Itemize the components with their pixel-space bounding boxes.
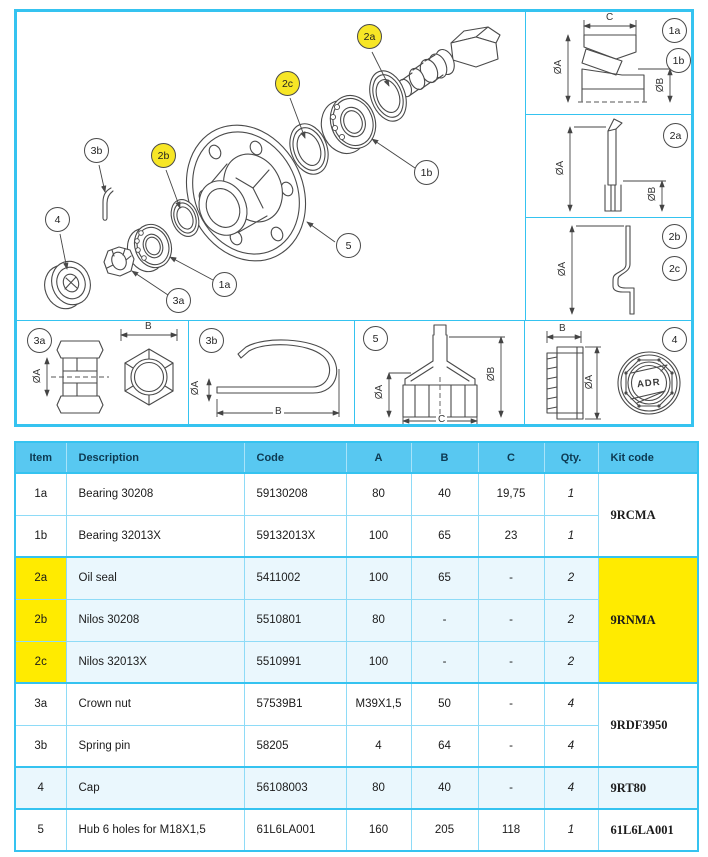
callout-3b: 3b: [199, 328, 224, 353]
table-row: [15, 557, 698, 599]
dim-label-dia-b: ØB: [655, 77, 667, 93]
cell-c: 19,75: [478, 473, 544, 515]
dim-label-dia-a: ØA: [555, 160, 567, 176]
hub-section-panel: [354, 320, 525, 425]
dim-label-dia-a: ØA: [553, 59, 565, 75]
col-header-c: C: [478, 442, 544, 473]
cell-a: 100: [346, 557, 411, 599]
cell-c: -: [478, 683, 544, 725]
dim-label-dia-a: ØA: [584, 374, 596, 390]
cell-b: 65: [411, 515, 478, 557]
cell-description: Oil seal: [66, 557, 244, 599]
cell-code: 5510801: [244, 599, 346, 641]
table-row: [15, 809, 698, 851]
cell-a: 4: [346, 725, 411, 767]
dim-label-dia-a: ØA: [32, 368, 44, 384]
cell-qty: 4: [544, 725, 598, 767]
callout-5: 5: [363, 326, 388, 351]
cell-qty: 4: [544, 767, 598, 809]
col-header-description: Description: [66, 442, 244, 473]
bearing-section-panel: [525, 11, 692, 115]
table-row: [15, 767, 698, 809]
spring-pin-drawing: [103, 188, 113, 220]
nilos-section-panel: [525, 217, 692, 321]
cell-b: 64: [411, 725, 478, 767]
cell-kit-code: 9RCMA: [598, 473, 698, 557]
exploded-view-panel: [16, 11, 526, 321]
cell-b: -: [411, 641, 478, 683]
cell-c: -: [478, 557, 544, 599]
cell-c: -: [478, 641, 544, 683]
cell-a: 100: [346, 515, 411, 557]
dim-label-dia-b: ØB: [486, 366, 498, 382]
col-header-qty: Qty.: [544, 442, 598, 473]
cell-c: 118: [478, 809, 544, 851]
callout-1b: 1b: [666, 48, 691, 73]
cell-b: 40: [411, 767, 478, 809]
cell-item: 5: [15, 809, 66, 851]
cell-description: Cap: [66, 767, 244, 809]
cell-c: 23: [478, 515, 544, 557]
cell-qty: 2: [544, 557, 598, 599]
callout-2a: 2a: [663, 123, 688, 148]
cell-code: 59130208: [244, 473, 346, 515]
cell-item: 2a: [15, 557, 66, 599]
dim-label-dia-a: ØA: [374, 384, 386, 400]
adr-logo: ADR: [636, 376, 662, 391]
col-header-b: B: [411, 442, 478, 473]
cell-b: 50: [411, 683, 478, 725]
callout-3a: 3a: [166, 288, 191, 313]
spring-pin-panel: [188, 320, 355, 425]
cell-code: 56108003: [244, 767, 346, 809]
cell-item: 2c: [15, 641, 66, 683]
callout-1a: 1a: [662, 18, 687, 43]
diagram-section: [14, 9, 694, 427]
table-row: [15, 599, 698, 641]
cell-b: 205: [411, 809, 478, 851]
dim-label-b: B: [559, 323, 566, 334]
col-header-code: Code: [244, 442, 346, 473]
cell-qty: 4: [544, 683, 598, 725]
cell-a: 80: [346, 599, 411, 641]
cell-c: -: [478, 767, 544, 809]
crown-nut-drawing: [104, 247, 134, 276]
cell-kit-code: 9RNMA: [598, 557, 698, 683]
cell-kit-code: 9RT80: [598, 767, 698, 809]
exploded-view-drawing: [17, 12, 526, 321]
cell-code: 59132013X: [244, 515, 346, 557]
cell-b: -: [411, 599, 478, 641]
cell-qty: 1: [544, 473, 598, 515]
dim-label-dia-a: ØA: [557, 261, 569, 277]
cell-qty: 2: [544, 641, 598, 683]
callout-5: 5: [336, 233, 361, 258]
cell-qty: 1: [544, 809, 598, 851]
callout-1a: 1a: [212, 272, 237, 297]
cell-c: -: [478, 725, 544, 767]
cell-a: 160: [346, 809, 411, 851]
cell-code: 57539B1: [244, 683, 346, 725]
cell-item: 2b: [15, 599, 66, 641]
callout-4: 4: [662, 327, 687, 352]
cell-b: 65: [411, 557, 478, 599]
col-header-item: Item: [15, 442, 66, 473]
cell-description: Bearing 30208: [66, 473, 244, 515]
cell-description: Crown nut: [66, 683, 244, 725]
cell-description: Hub 6 holes for M18X1,5: [66, 809, 244, 851]
table-header-row: [15, 442, 698, 473]
table-row: [15, 473, 698, 515]
cell-code: 5510991: [244, 641, 346, 683]
callout-2b: 2b: [662, 224, 687, 249]
col-header-kit-code: Kit code: [598, 442, 698, 473]
dim-label-dia-b: ØB: [647, 186, 659, 202]
cell-kit-code: 61L6LA001: [598, 809, 698, 851]
cell-description: Spring pin: [66, 725, 244, 767]
cell-description: Nilos 30208: [66, 599, 244, 641]
oil-seal-section-panel: [525, 114, 692, 218]
table-row: [15, 725, 698, 767]
col-header-a: A: [346, 442, 411, 473]
cell-code: 61L6LA001: [244, 809, 346, 851]
callout-4: 4: [45, 207, 70, 232]
callout-3b: 3b: [84, 138, 109, 163]
dim-label-b: B: [275, 406, 282, 417]
parts-table: [14, 441, 699, 852]
cell-code: 5411002: [244, 557, 346, 599]
cell-b: 40: [411, 473, 478, 515]
callout-2b: 2b: [151, 143, 176, 168]
dim-label-b: B: [145, 321, 152, 332]
table-row: [15, 683, 698, 725]
cell-a: 100: [346, 641, 411, 683]
cell-code: 58205: [244, 725, 346, 767]
dim-label-c: C: [438, 414, 446, 425]
callout-3a: 3a: [27, 328, 52, 353]
cell-kit-code: 9RDF3950: [598, 683, 698, 767]
cap-drawing: [39, 256, 97, 314]
dim-label-dia-a: ØA: [190, 380, 202, 396]
cell-qty: 2: [544, 599, 598, 641]
table-row: [15, 641, 698, 683]
cell-a: 80: [346, 767, 411, 809]
callout-2a: 2a: [357, 24, 382, 49]
callout-2c: 2c: [662, 256, 687, 281]
cell-description: Nilos 32013X: [66, 641, 244, 683]
cell-qty: 1: [544, 515, 598, 557]
callout-1b: 1b: [414, 160, 439, 185]
cap-panel: [524, 320, 692, 425]
cell-item: 3a: [15, 683, 66, 725]
cell-c: -: [478, 599, 544, 641]
cell-item: 4: [15, 767, 66, 809]
cell-item: 1b: [15, 515, 66, 557]
crown-nut-panel: [16, 320, 189, 425]
table-row: [15, 515, 698, 557]
dim-label-c: C: [606, 12, 614, 23]
callout-2c: 2c: [275, 71, 300, 96]
cell-item: 3b: [15, 725, 66, 767]
cell-description: Bearing 32013X: [66, 515, 244, 557]
axle-stub-drawing: [396, 27, 500, 99]
cell-a: 80: [346, 473, 411, 515]
cell-a: M39X1,5: [346, 683, 411, 725]
cell-item: 1a: [15, 473, 66, 515]
